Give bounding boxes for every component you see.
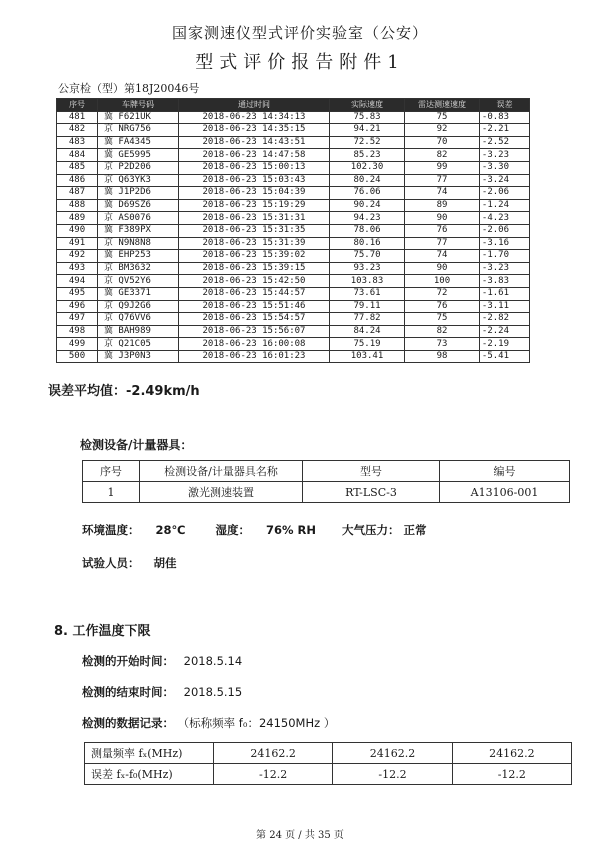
header-subtitle: 型式评价报告附件1: [195, 52, 405, 73]
pass-time: 2018-06-23 15:00:13: [179, 161, 330, 174]
equip-col-model: 型号: [303, 461, 440, 482]
table-row: [57, 313, 530, 326]
table-row: [57, 262, 530, 275]
actual-speed: 103.41: [330, 350, 405, 363]
table-row: [57, 250, 530, 263]
speed-error: -0.83: [480, 111, 530, 124]
pass-time: 2018-06-23 15:42:50: [179, 275, 330, 288]
actual-speed: 94.21: [330, 124, 405, 137]
plate-number: 京 BM3632: [98, 262, 179, 275]
speed-error: -2.19: [480, 338, 530, 351]
col-header-measured: 雷达测速速度: [405, 99, 480, 112]
report-number: 公京检（型）第18J20046号: [58, 82, 200, 95]
tester-label: 试验人员：: [82, 556, 140, 570]
data-table-body: [57, 111, 530, 363]
table-row: [57, 212, 530, 225]
pass-time: 2018-06-23 15:31:35: [179, 224, 330, 237]
speed-error: -2.24: [480, 325, 530, 338]
measured-speed: 76: [405, 300, 480, 313]
pass-time: 2018-06-23 15:31:39: [179, 237, 330, 250]
speed-error: -3.23: [480, 149, 530, 162]
actual-speed: 84.24: [330, 325, 405, 338]
temp-label: 环境温度：: [82, 523, 140, 537]
end-time-value: 2018.5.15: [183, 685, 243, 699]
table-row: [57, 187, 530, 200]
pass-time: 2018-06-23 15:04:39: [179, 187, 330, 200]
speed-error: -2.52: [480, 136, 530, 149]
plate-number: 冀 EHP253: [98, 250, 179, 263]
plate-number: 京 Q76VV6: [98, 313, 179, 326]
speed-error: -2.21: [480, 124, 530, 137]
row-number: 489: [57, 212, 98, 225]
pass-time: 2018-06-23 15:44:57: [179, 287, 330, 300]
row-number: 481: [57, 111, 98, 124]
start-time-value: 2018.5.14: [183, 654, 243, 668]
pass-time: 2018-06-23 14:34:13: [179, 111, 330, 124]
speed-error: -3.24: [480, 174, 530, 187]
speed-error: -2.06: [480, 187, 530, 200]
actual-speed: 77.82: [330, 313, 405, 326]
header-title: 国家测速仪型式评价实验室（公安）: [171, 24, 428, 42]
actual-speed: 85.23: [330, 149, 405, 162]
page-footer: 第 24 页 / 共 35 页: [256, 830, 344, 841]
end-time-line: [82, 684, 242, 700]
speed-error: -2.06: [480, 224, 530, 237]
row-number: 500: [57, 350, 98, 363]
data-table-header-row: [57, 99, 530, 112]
measured-speed: 70: [405, 136, 480, 149]
speed-error: -1.24: [480, 199, 530, 212]
equip-name: 激光测速装置: [140, 482, 303, 503]
row-number: 487: [57, 187, 98, 200]
col-header-time: 通过时间: [179, 99, 330, 112]
actual-speed: 75.83: [330, 111, 405, 124]
table-row: [57, 199, 530, 212]
plate-number: 京 NRG756: [98, 124, 179, 137]
measured-speed: 92: [405, 124, 480, 137]
actual-speed: 94.23: [330, 212, 405, 225]
speed-error: -1.70: [480, 250, 530, 263]
table-row: [57, 224, 530, 237]
frequency-error-value: -12.2: [214, 764, 333, 785]
equip-no: 1: [83, 482, 140, 503]
humidity-label: 湿度：: [215, 523, 250, 537]
equipment-label: 检测设备/计量器具：: [80, 438, 193, 452]
plate-number: 京 P2D206: [98, 161, 179, 174]
pass-time: 2018-06-23 15:54:57: [179, 313, 330, 326]
pass-time: 2018-06-23 15:56:07: [179, 325, 330, 338]
data-record-label: 检测的数据记录：: [82, 716, 174, 730]
frequency-value: 24162.2: [333, 743, 452, 764]
row-number: 499: [57, 338, 98, 351]
section-title: 8. 工作温度下限: [54, 624, 151, 639]
plate-number: 冀 D69SZ6: [98, 199, 179, 212]
speed-error: -5.41: [480, 350, 530, 363]
col-header-error: 误差: [480, 99, 530, 112]
actual-speed: 76.06: [330, 187, 405, 200]
temp-value: 28℃: [155, 523, 186, 537]
pass-time: 2018-06-23 15:19:29: [179, 199, 330, 212]
table-row: [57, 287, 530, 300]
equip-model: RT-LSC-3: [303, 482, 440, 503]
table-row: [57, 300, 530, 313]
frequency-table: [84, 742, 572, 785]
plate-number: 冀 BAH989: [98, 325, 179, 338]
actual-speed: 72.52: [330, 136, 405, 149]
speed-error: -1.61: [480, 287, 530, 300]
equipment-table: [82, 460, 570, 503]
actual-speed: 75.19: [330, 338, 405, 351]
tester-name: 胡佳: [153, 556, 177, 570]
row-number: 495: [57, 287, 98, 300]
equip-col-no: 序号: [83, 461, 140, 482]
plate-number: 京 Q9J2G6: [98, 300, 179, 313]
row-number: 491: [57, 237, 98, 250]
table-row: [57, 124, 530, 137]
plate-number: 京 Q63YK3: [98, 174, 179, 187]
plate-number: 京 Q21C05: [98, 338, 179, 351]
table-row: [57, 275, 530, 288]
actual-speed: 75.70: [330, 250, 405, 263]
plate-number: 京 AS0076: [98, 212, 179, 225]
table-row: [57, 149, 530, 162]
measured-speed: 73: [405, 338, 480, 351]
actual-speed: 103.83: [330, 275, 405, 288]
table-row: [57, 136, 530, 149]
pass-time: 2018-06-23 15:39:15: [179, 262, 330, 275]
measured-speed: 74: [405, 187, 480, 200]
start-time-label: 检测的开始时间：: [82, 654, 174, 668]
frequency-row: [85, 743, 572, 764]
actual-speed: 80.24: [330, 174, 405, 187]
pressure-label: 大气压力：: [342, 523, 400, 537]
nominal-frequency-note: （标称频率 f₀：24150MHz ）: [177, 716, 336, 730]
measured-speed: 74: [405, 250, 480, 263]
col-header-actual: 实际速度: [330, 99, 405, 112]
pass-time: 2018-06-23 14:43:51: [179, 136, 330, 149]
pass-time: 2018-06-23 15:39:02: [179, 250, 330, 263]
actual-speed: 93.23: [330, 262, 405, 275]
measured-speed: 90: [405, 262, 480, 275]
pass-time: 2018-06-23 15:03:43: [179, 174, 330, 187]
pass-time: 2018-06-23 15:51:46: [179, 300, 330, 313]
frequency-error-value: -12.2: [452, 764, 571, 785]
plate-number: 冀 F621UK: [98, 111, 179, 124]
speed-error: -2.82: [480, 313, 530, 326]
measured-speed: 82: [405, 325, 480, 338]
row-number: 493: [57, 262, 98, 275]
data-record-line: [82, 715, 335, 731]
actual-speed: 80.16: [330, 237, 405, 250]
measured-speed: 99: [405, 161, 480, 174]
speed-error: -3.83: [480, 275, 530, 288]
row-number: 497: [57, 313, 98, 326]
equipment-header-row: [83, 461, 570, 482]
equip-col-id: 编号: [440, 461, 570, 482]
row-number: 498: [57, 325, 98, 338]
plate-number: 冀 F389PX: [98, 224, 179, 237]
plate-number: 冀 J3P0N3: [98, 350, 179, 363]
plate-number: 冀 FA4345: [98, 136, 179, 149]
pass-time: 2018-06-23 14:35:15: [179, 124, 330, 137]
measured-speed: 75: [405, 313, 480, 326]
plate-number: 京 N9N8N8: [98, 237, 179, 250]
actual-speed: 79.11: [330, 300, 405, 313]
col-header-no: 序号: [57, 99, 98, 112]
actual-speed: 78.06: [330, 224, 405, 237]
pass-time: 2018-06-23 15:31:31: [179, 212, 330, 225]
frequency-value: 24162.2: [452, 743, 571, 764]
row-number: 492: [57, 250, 98, 263]
measured-speed: 98: [405, 350, 480, 363]
speed-error: -3.23: [480, 262, 530, 275]
row-number: 483: [57, 136, 98, 149]
actual-speed: 90.24: [330, 199, 405, 212]
row-number: 485: [57, 161, 98, 174]
row-number: 482: [57, 124, 98, 137]
speed-error: -3.11: [480, 300, 530, 313]
measured-speed: 100: [405, 275, 480, 288]
actual-speed: 102.30: [330, 161, 405, 174]
table-row: [57, 338, 530, 351]
average-error: 误差平均值：-2.49km/h: [48, 384, 200, 399]
frequency-row-label: 测量频率 fₓ(MHz): [85, 743, 214, 764]
measured-speed: 72: [405, 287, 480, 300]
pass-time: 2018-06-23 14:47:58: [179, 149, 330, 162]
table-row: [57, 325, 530, 338]
speed-error: -3.30: [480, 161, 530, 174]
row-number: 488: [57, 199, 98, 212]
table-row: [57, 111, 530, 124]
equipment-row: [83, 482, 570, 503]
measured-speed: 82: [405, 149, 480, 162]
pass-time: 2018-06-23 16:00:08: [179, 338, 330, 351]
measured-speed: 90: [405, 212, 480, 225]
equip-id: A13106-001: [440, 482, 570, 503]
end-time-label: 检测的结束时间：: [82, 685, 174, 699]
plate-number: 冀 GE3371: [98, 287, 179, 300]
measured-speed: 77: [405, 237, 480, 250]
plate-number: 京 QV52Y6: [98, 275, 179, 288]
row-number: 490: [57, 224, 98, 237]
row-number: 494: [57, 275, 98, 288]
pressure-value: 正常: [403, 523, 427, 537]
tester-line: [82, 555, 177, 571]
table-row: [57, 237, 530, 250]
measured-speed: 77: [405, 174, 480, 187]
measured-speed: 75: [405, 111, 480, 124]
row-number: 496: [57, 300, 98, 313]
start-time-line: [82, 653, 242, 669]
environment-line: [82, 522, 427, 538]
frequency-error-row: [85, 764, 572, 785]
plate-number: 冀 GE5995: [98, 149, 179, 162]
frequency-error-value: -12.2: [333, 764, 452, 785]
humidity-value: 76% RH: [265, 523, 316, 537]
speed-error: -3.16: [480, 237, 530, 250]
equip-col-name: 检测设备/计量器具名称: [140, 461, 303, 482]
speed-error: -4.23: [480, 212, 530, 225]
table-row: [57, 174, 530, 187]
col-header-plate: 车牌号码: [98, 99, 179, 112]
frequency-error-label: 误差 fₓ-f₀(MHz): [85, 764, 214, 785]
speed-data-table: [56, 98, 530, 363]
row-number: 484: [57, 149, 98, 162]
pass-time: 2018-06-23 16:01:23: [179, 350, 330, 363]
plate-number: 冀 J1P2D6: [98, 187, 179, 200]
measured-speed: 89: [405, 199, 480, 212]
actual-speed: 73.61: [330, 287, 405, 300]
measured-speed: 76: [405, 224, 480, 237]
frequency-value: 24162.2: [214, 743, 333, 764]
table-row: [57, 161, 530, 174]
row-number: 486: [57, 174, 98, 187]
table-row: [57, 350, 530, 363]
